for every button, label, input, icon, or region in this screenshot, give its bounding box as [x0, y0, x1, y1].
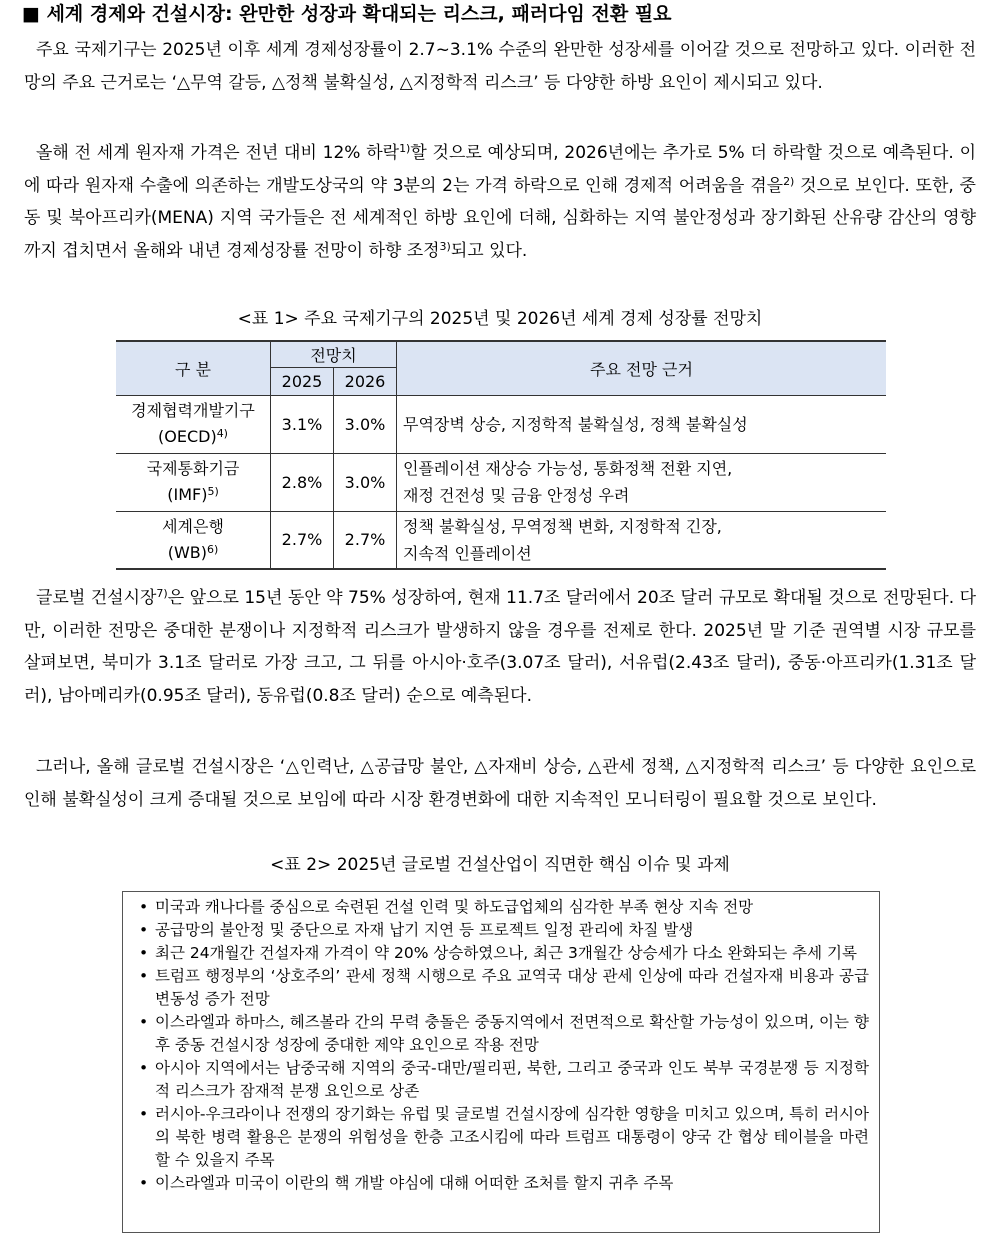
- header-year-2026: 2026: [334, 367, 397, 395]
- list-item: • 이스라엘과 하마스, 헤즈볼라 간의 무력 충돌은 중동지역에서 전면적으로 확산할 가능성이 있으며, 이는 향후 중동 건설시장 성장에 중대한 제약 요인으로 작용 전망: [139, 1013, 869, 1054]
- section-heading: ■ 세계 경제와 건설시장: 완만한 성장과 확대되는 리스크, 패러다임 전환 필요: [22, 3, 672, 25]
- footnote-marker: 6): [206, 542, 219, 556]
- basis-cell: 무역장벽 상승, 지정학적 불확실성, 정책 불확실성: [397, 395, 887, 453]
- org-cell: 경제협력개발기구 (OECD)$^{4)}$: [116, 395, 271, 453]
- header-basis: 주요 전망 근거: [397, 341, 887, 395]
- value-2025: 3.1%: [271, 395, 334, 453]
- list-item: • 러시아-우크라이나 전쟁의 장기화는 유럽 및 글로벌 건설시장에 심각한 영향을 미치고 있으며, 특히 러시아의 북한 병력 활용은 분쟁의 위험성을 한층 고조시킴에 따라 트럼프 대통령이 양국 간 협상 테이블을 마련할 수 있을지 주목: [139, 1105, 869, 1169]
- paragraph-economic-outlook: 주요 국제기구는 2025년 이후 세계 경제성장률이 2.7~3.1% 수준의 완만한 성장세를 이어갈 것으로 전망하고 있다. 이러한 전망의 주요 근거로는 ‘△무역 갈등, △정책 불확실성, △지정학적 리스크’ 등 다양한 하방 요인이 제시되고 있다.: [24, 40, 976, 93]
- bullet-icon: •: [139, 944, 149, 962]
- bullet-icon: •: [139, 1013, 149, 1031]
- list-item: • 최근 24개월간 건설자재 가격이 약 20% 상승하였으나, 최근 3개월간 상승세가 다소 완화되는 추세 기록: [133, 942, 869, 965]
- issues-list: [133, 896, 869, 1195]
- footnote-marker: 5): [207, 485, 219, 498]
- footnote-marker: 3): [439, 239, 451, 253]
- value-2026: 3.0%: [334, 395, 397, 453]
- header-category: 구 분: [116, 341, 271, 395]
- list-item: • 미국과 캐나다를 중심으로 숙련된 건설 인력 및 하도급업체의 심각한 부족 현상 지속 전망: [133, 896, 869, 919]
- bullet-icon: •: [139, 921, 149, 939]
- footnote-marker: 4): [216, 427, 228, 440]
- paragraph-market-risks: 그러나, 올해 글로벌 건설시장은 ‘△인력난, △공급망 불안, △자재비 상승, △관세 정책, △지정학적 리스크’ 등 다양한 요인으로 인해 불확실성이 크게 증대될 것으로 보임에 따라 시장 환경변화에 대한 지속적인 모니터링이 필요할 것으로 보인다.: [24, 757, 976, 810]
- table-row: [116, 453, 886, 511]
- table1-caption: <표 1> 주요 국제기구의 2025년 및 2026년 세계 경제 성장률 전망치: [237, 309, 763, 329]
- value-2026: 3.0%: [334, 453, 397, 511]
- value-2025: 2.7%: [271, 511, 334, 569]
- bullet-icon: •: [139, 1059, 149, 1077]
- value-2026: 2.7%: [334, 511, 397, 569]
- header-year-2025: 2025: [271, 367, 334, 395]
- header-forecast: 전망치: [271, 341, 397, 367]
- list-item: • 트럼프 행정부의 ‘상호주의’ 관세 정책 시행으로 주요 교역국 대상 관세 인상에 따라 건설자재 비용과 공급 변동성 증가 전망: [139, 967, 869, 1008]
- growth-forecast-table: [116, 340, 886, 570]
- footnote-marker: 1): [399, 142, 411, 155]
- table-row: [116, 511, 886, 569]
- issues-box: [122, 891, 880, 1233]
- value-2025: 2.8%: [271, 453, 334, 511]
- bullet-icon: •: [139, 967, 149, 985]
- basis-cell: 정책 불확실성, 무역정책 변화, 지정학적 긴장, 지속적 인플레이션: [397, 511, 887, 569]
- bullet-icon: •: [139, 1105, 149, 1123]
- org-cell: 세계은행 (WB)$^{6)}$: [116, 511, 271, 569]
- list-item: • 아시아 지역에서는 남중국해 지역의 중국-대만/필리핀, 북한, 그리고 중국과 인도 북부 국경분쟁 등 지정학적 리스크가 잠재적 분쟁 요인으로 상존: [139, 1059, 869, 1100]
- basis-cell: 인플레이션 재상승 가능성, 통화정책 전환 지연, 재정 건전성 및 금융 안정성 우려: [397, 453, 887, 511]
- bullet-icon: •: [139, 1174, 149, 1192]
- table-row: [116, 395, 886, 453]
- footnote-marker: 2): [783, 174, 795, 188]
- list-item: • 공급망의 불안정 및 중단으로 자재 납기 지연 등 프로젝트 일정 관리에 차질 발생: [133, 919, 869, 942]
- bullet-icon: •: [139, 898, 149, 916]
- org-cell: 국제통화기금 (IMF)$^{5)}$: [116, 453, 271, 511]
- list-item: • 이스라엘과 미국이 이란의 핵 개발 야심에 대해 어떠한 조처를 할지 귀추 주목: [133, 1172, 869, 1195]
- table2-caption: <표 2> 2025년 글로벌 건설산업이 직면한 핵심 이슈 및 과제: [270, 855, 730, 875]
- paragraph-construction-market: 글로벌 건설시장$^{7)}$은 앞으로 15년 동안 약 75% 성장하여, 현재 11.7조 달러에서 20조 달러 규모로 확대될 것으로 전망된다. 다만, 이러한 전망은 중대한 분쟁이나 지정학적 리스크가 발생하지 않을 경우를 전제로 한다. 2025년 말 기준 권역별 시장 규모를 살펴보면, 북미가 3.1조 달러로 가장 크고, 그 뒤를 아시아·호주(3.07조 달러), 서유럽(2.43조 달러), 중동·아프리카(1.31조 달러), 남아메리카(0.95조 달러), 동유럽(0.8조 달러) 순으로 예측된다.: [24, 587, 976, 706]
- paragraph-commodity-prices: 올해 전 세계 원자재 가격은 전년 대비 12% 하락$^{1)}$할 것으로 예상되며, 2026년에는 추가로 5% 더 하락할 것으로 예측된다. 이에 따라 원자재 수출에 의존하는 개발도상국의 약 3분의 2는 가격 하락으로 인해 경제적 어려움을 겪을$^{2)}$ 것으로 보인다. 또한, 중동 및 북아프리카(MENA) 지역 국가들은 전 세계적인 하방 요인에 더해, 심화하는 지역 불안정성과 장기화된 산유량 감산의 영향까지 겹치면서 올해와 내년 경제성장률 전망이 하향 조정$^{3)}$되고 있다.: [24, 142, 976, 261]
- footnote-marker: 7): [156, 587, 168, 600]
